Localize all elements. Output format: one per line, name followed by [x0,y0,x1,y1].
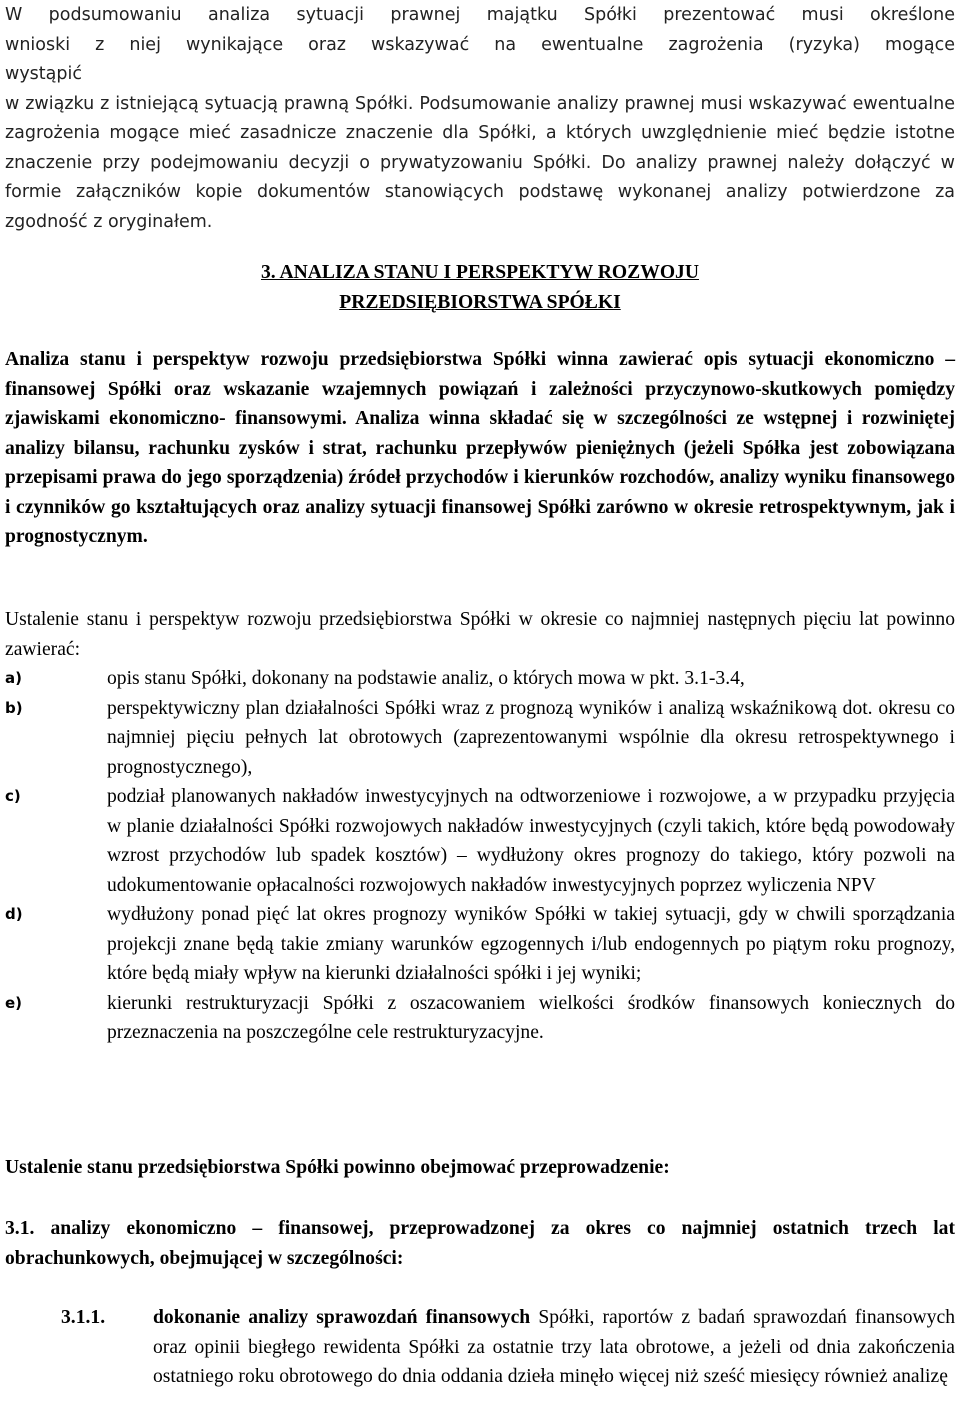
subsection-body: Spółki, raportów z badań sprawozdań finansowych oraz opinii biegłego rewidenta Spółki za ostatnie trzy lata obrotowe, a jeżeli od dnia zakończenia ostatniego roku obrotowego do dnia oddania dzieła minęło więcej niż sześć miesięcy również analizę [153,1307,955,1387]
intro-line-2: wnioski z niej wynikające oraz wskazywać na ewentualne zagrożenia (ryzyka) mogące [5,34,955,55]
list-item-label: d) [5,905,23,923]
scope-list [5,664,955,1048]
subsection-3-1-1 [5,1303,955,1392]
list-item-text: podział planowanych nakładów inwestycyjnych na odtworzeniowe i rozwojowe, a w przypadku przyjęcia w planie działalności Spółki rozwojowych nakładów inwestycyjnych (czyli takich, które będą powodowały wzrost przychodów lub spadek kosztów) – wydłużony okres prognozy do takiego, który pozwoli na udokumentowanie opłacalności rozwojowych nakładów inwestycyjnych poprzez wyliczenia NPV [107,786,955,896]
subsection-bold-lead: dokonanie analizy sprawozdań finansowych [153,1307,531,1328]
conduct-heading: Ustalenie stanu przedsiębiorstwa Spółki powinno obejmować przeprowadzenie: [5,1157,670,1178]
scope-intro-paragraph: Ustalenie stanu i perspektyw rozwoju przedsiębiorstwa Spółki w okresie co najmniej następnych pięciu lat powinno zawierać: [5,609,955,660]
list-item-text: wydłużony ponad pięć lat okres prognozy wyników Spółki w takiej sytuacji, gdy w chwili sporządzania projekcji znane będą takie zmiany warunków egzogennych i/lub endogennych po piątym roku prognozy, które będą miały wpływ na kierunki działalności spółki i jej wyniki; [107,904,955,984]
list-item-text: opis stanu Spółki, dokonany na podstawie analiz, o których mowa w pkt. 3.1-3.4, [107,668,745,689]
list-item [5,694,955,783]
intro-paragraph [5,1,955,237]
intro-rest: w związku z istniejącą sytuacją prawną Spółki. Podsumowanie analizy prawnej musi wskazywać ewentualne zagrożenia mogące mieć zasadnicze znaczenie dla Spółki, a których uwzględnienie mieć będzie istotne znaczenie przy podejmowaniu decyzji o prywatyzowaniu Spółki. Do analizy prawnej należy dołączyć w formie załączników kopie dokumentów stanowiących podstawę wykonanej analizy potwierdzone za zgodność z oryginałem. [5,93,955,232]
list-item [5,664,955,694]
list-item-label: e) [5,993,23,1012]
section-title-line-2: PRZEDSIĘBIORSTWA SPÓŁKI [339,292,621,313]
list-item [5,782,955,900]
list-item [5,989,955,1048]
intro-line-1: W podsumowaniu analiza sytuacji prawnej majątku Spółki prezentować musi określone [5,5,955,25]
intro-line-3: wystąpić [5,64,82,84]
section-title-line-1: 3. ANALIZA STANU I PERSPEKTYW ROZWOJU [260,262,700,283]
subsection-3-1: 3.1. analizy ekonomiczno – finansowej, przeprowadzonej za okres co najmniej ostatnich trzech lat obrachunkowych, obejmującej w szczególności: [5,1218,955,1269]
subsection-number: 3.1.1. [61,1307,106,1328]
list-item [5,900,955,989]
subsection-text [153,1303,955,1392]
list-item-text: perspektywiczny plan działalności Spółki wraz z prognozą wyników i analizą wskaźnikową dot. okresu co najmniej pięciu pełnych lat obrotowych (zaprezentowanymi wspólnie dla okresu retrospektywnego i prognostycznego), [107,697,955,778]
list-item-label: b) [5,698,23,717]
list-item-label: c) [5,787,21,805]
list-item-text: kierunki restrukturyzacji Spółki z oszacowaniem wielkości środków finansowych koniecznych do przeznaczenia na poszczególne cele restrukturyzacyjne. [107,992,955,1043]
list-item-label: a) [5,669,22,687]
analysis-description-paragraph: Analiza stanu i perspektyw rozwoju przedsiębiorstwa Spółki winna zawierać opis sytuacji ekonomiczno – finansowej Spółki oraz wskazanie wzajemnych powiązań i zależności przyczynowo-skutkowych pomiędzy zjawiskami ekonomiczno- finansowymi. Analiza winna składać się w szczególności ze wstępnej i rozwiniętej analizy bilansu, rachunku zysków i strat, rachunku przepływów pieniężnych (jeżeli Spółka jest zobowiązana przepisami prawa do jego sporządzenia) źródeł przychodów i kierunków rozchodów, analizy wyniku finansowego i czynników go kształtujących oraz analizy sytuacji finansowej Spółki zarówno w okresie retrospektywnym, jak i prognostycznym. [5,349,955,547]
